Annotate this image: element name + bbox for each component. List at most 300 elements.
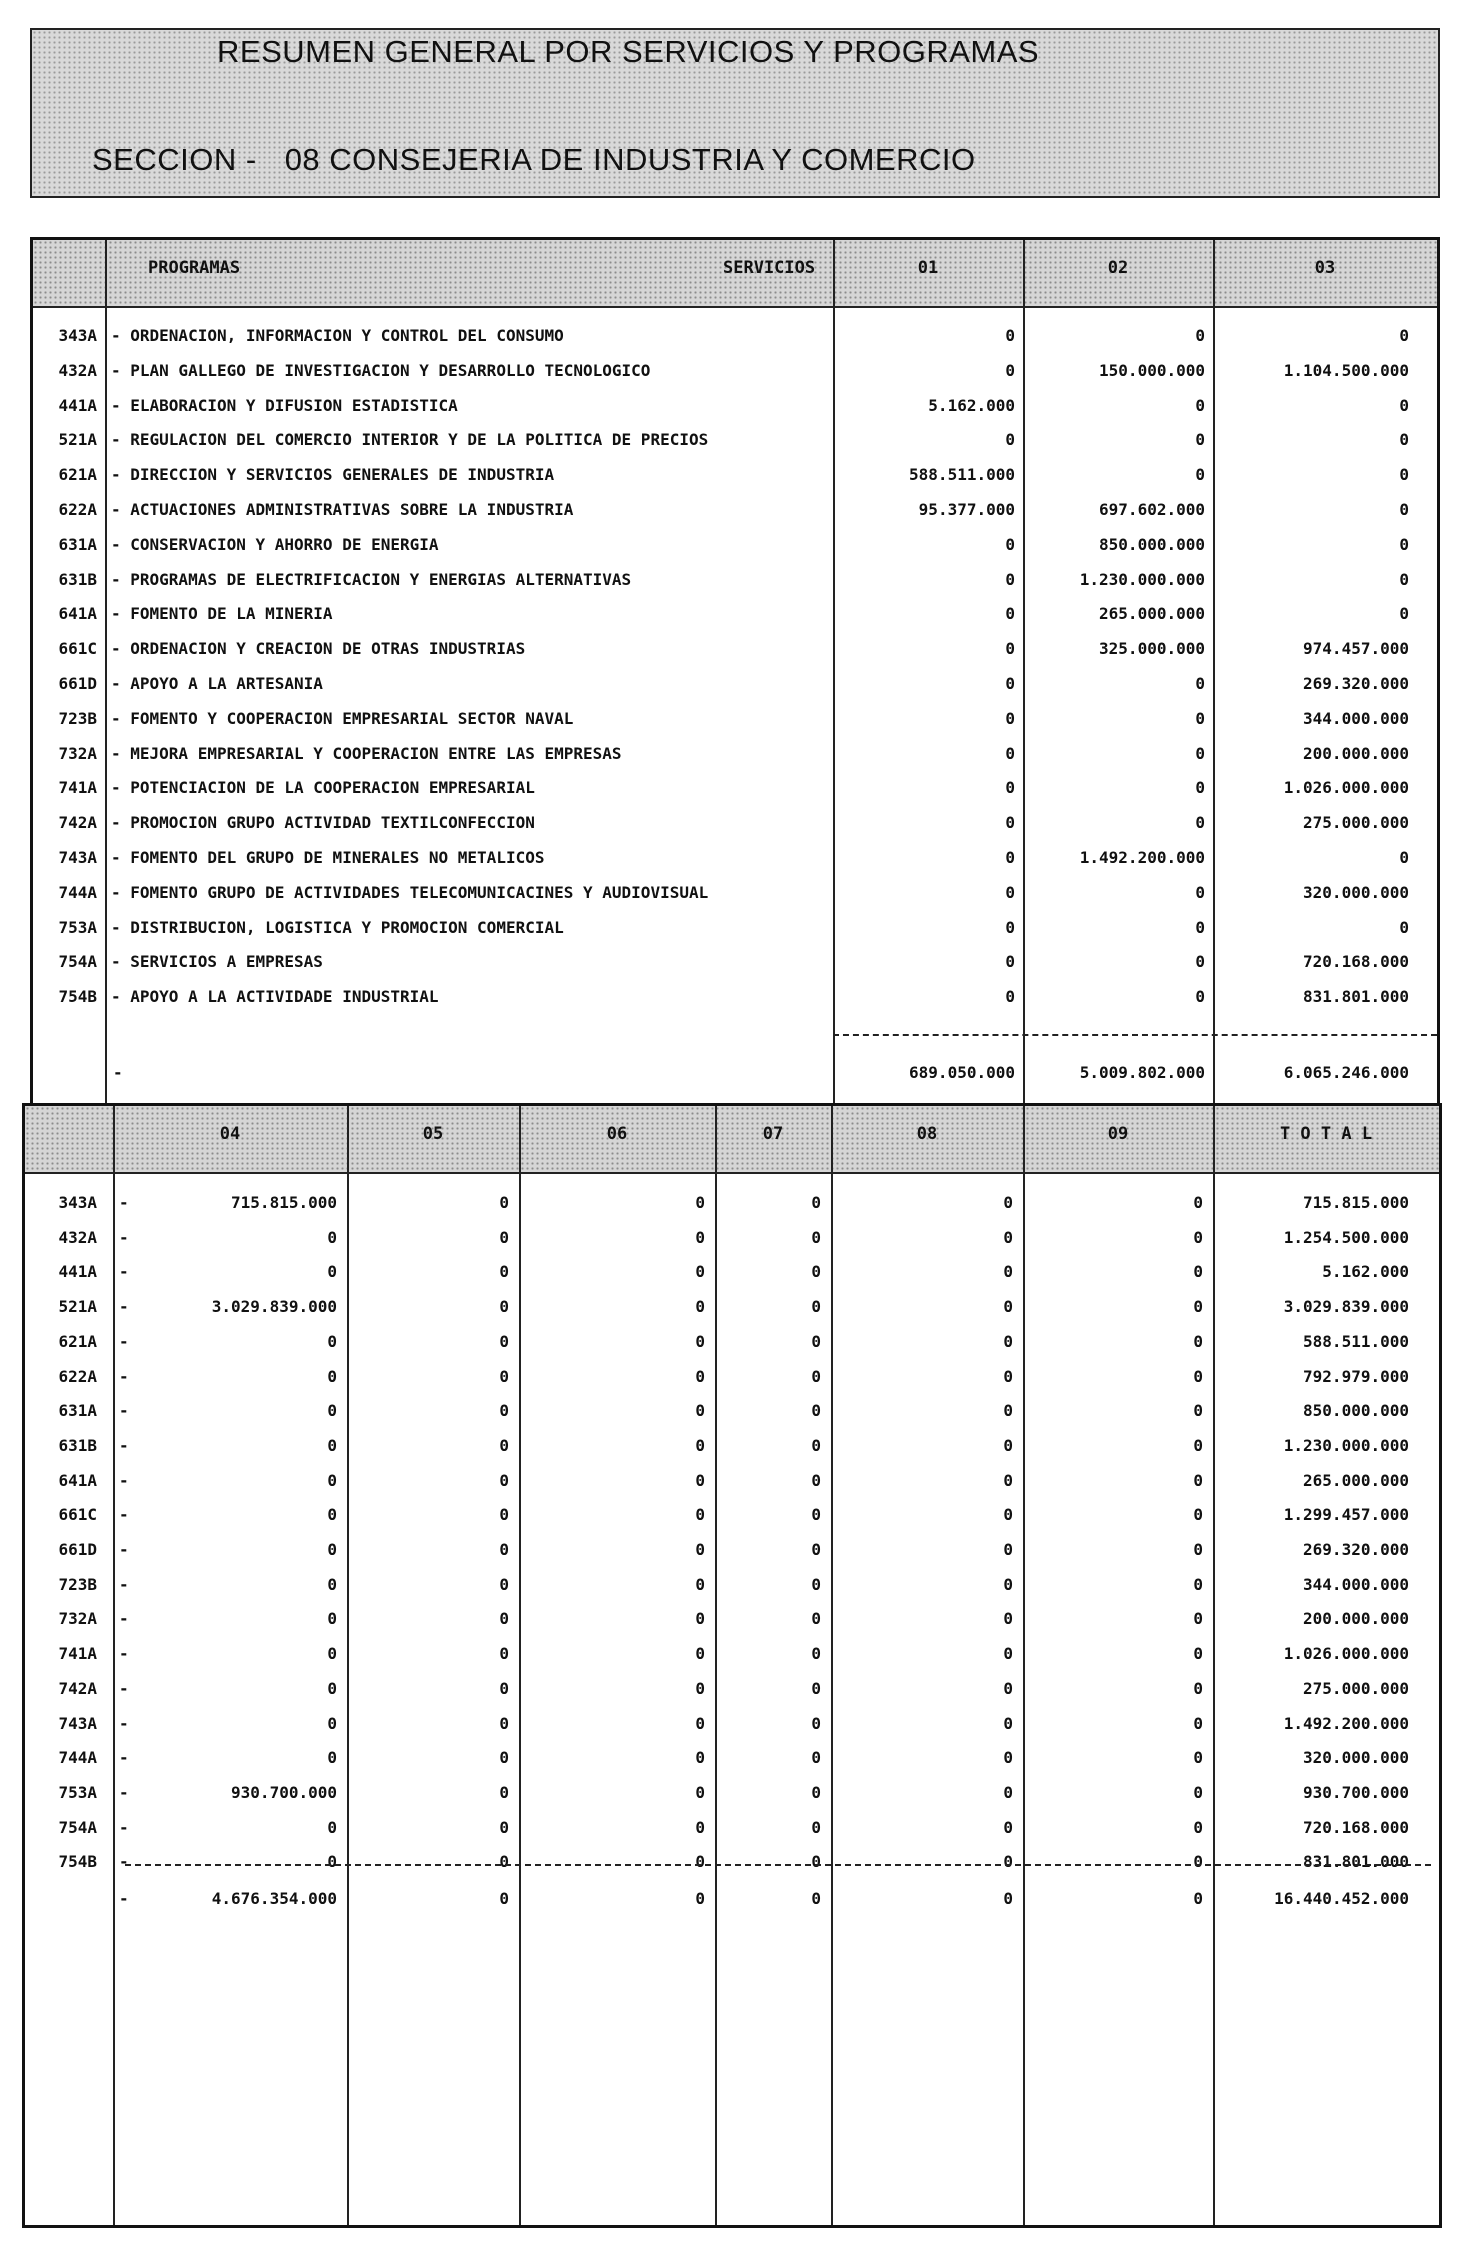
program-code: 754B	[58, 987, 97, 1007]
service-c08-value: 0	[1003, 1678, 1013, 1698]
service-02-value: 0	[1195, 395, 1205, 415]
program-description: - FOMENTO Y COOPERACION EMPRESARIAL SECTOR NAVAL	[111, 708, 574, 728]
service-c06-value: 0	[695, 1331, 705, 1351]
service-c09-value: 0	[1193, 1193, 1203, 1212]
service-total-value: 1.230.000.000	[1283, 1435, 1409, 1455]
program-code: 741A	[58, 778, 97, 798]
service-c08-value: 0	[1003, 1262, 1013, 1282]
service-c08-value: 0	[1003, 1540, 1013, 1559]
service-c05-value: 0	[499, 1852, 509, 1872]
service-c07-value: 0	[811, 1609, 821, 1629]
service-c06-value: 0	[695, 1609, 705, 1629]
service-01-value: 0	[1005, 987, 1015, 1007]
row-dash: -	[119, 1297, 129, 1317]
program-code: 441A	[58, 395, 97, 415]
service-02-value: 0	[1195, 430, 1205, 450]
program-code: 441A	[58, 1262, 97, 1282]
service-c06-value: 0	[695, 1366, 705, 1386]
service-c04-value: 0	[327, 1817, 337, 1837]
service-02-value: 0	[1195, 952, 1205, 972]
total-c09: 0	[1193, 1889, 1203, 1908]
program-code: 432A	[58, 1227, 97, 1247]
service-01-value: 0	[1005, 674, 1015, 693]
service-c07-value: 0	[811, 1748, 821, 1768]
service-02-value: 265.000.000	[1099, 604, 1205, 624]
service-c05-value: 0	[499, 1435, 509, 1455]
row-dash: -	[119, 1505, 129, 1525]
service-c04-value: 0	[327, 1262, 337, 1282]
program-code: 432A	[58, 360, 97, 380]
service-c05-value: 0	[499, 1644, 509, 1664]
program-code: 641A	[58, 1470, 97, 1490]
row-dash: -	[119, 1817, 129, 1837]
service-c07-value: 0	[811, 1297, 821, 1317]
column-header-01: 01	[917, 258, 939, 278]
service-c09-value: 0	[1193, 1227, 1203, 1247]
service-c06-value: 0	[695, 1262, 705, 1282]
service-total-value: 588.511.000	[1303, 1331, 1409, 1351]
service-c06-value: 0	[695, 1193, 705, 1212]
service-c09-value: 0	[1193, 1331, 1203, 1351]
column-header-09: 09	[1107, 1124, 1129, 1144]
column-header-04: 04	[219, 1124, 241, 1144]
service-02-value: 0	[1195, 778, 1205, 798]
service-02-value: 0	[1195, 882, 1205, 902]
service-total-value: 1.254.500.000	[1283, 1227, 1409, 1247]
program-code: 661D	[58, 1540, 97, 1559]
services-table-01-03	[30, 237, 1440, 1112]
service-c08-value: 0	[1003, 1817, 1013, 1837]
column-header-05: 05	[422, 1124, 444, 1144]
service-c05-value: 0	[499, 1366, 509, 1386]
service-c04-value: 0	[327, 1540, 337, 1559]
service-01-value: 0	[1005, 952, 1015, 972]
service-c08-value: 0	[1003, 1435, 1013, 1455]
service-03-value: 0	[1399, 430, 1409, 450]
program-description: - MEJORA EMPRESARIAL Y COOPERACION ENTRE LAS EMPRESAS	[111, 743, 622, 763]
program-code: 732A	[58, 1609, 97, 1629]
program-code: 621A	[58, 1331, 97, 1351]
service-01-value: 95.377.000	[918, 500, 1015, 519]
service-01-value: 0	[1005, 813, 1015, 833]
service-c09-value: 0	[1193, 1713, 1203, 1733]
service-01-value: 0	[1005, 743, 1015, 763]
service-c07-value: 0	[811, 1470, 821, 1490]
service-total-value: 320.000.000	[1303, 1748, 1409, 1768]
program-code: 621A	[58, 465, 97, 485]
row-dash: -	[119, 1435, 129, 1455]
section-line	[92, 142, 976, 178]
service-c05-value: 0	[499, 1227, 509, 1247]
program-description: - CONSERVACION Y AHORRO DE ENERGIA	[111, 534, 439, 554]
service-c06-value: 0	[695, 1678, 705, 1698]
total-c08: 0	[1003, 1889, 1013, 1908]
service-c05-value: 0	[499, 1713, 509, 1733]
program-code: 622A	[58, 1366, 97, 1386]
service-total-value: 720.168.000	[1303, 1817, 1409, 1837]
service-c07-value: 0	[811, 1782, 821, 1802]
service-c08-value: 0	[1003, 1193, 1013, 1212]
service-c09-value: 0	[1193, 1401, 1203, 1421]
column-header-servicios: SERVICIOS	[723, 258, 816, 278]
service-c06-value: 0	[695, 1713, 705, 1733]
program-code: 754A	[58, 952, 97, 972]
service-c04-value: 0	[327, 1713, 337, 1733]
service-c05-value: 0	[499, 1193, 509, 1212]
row-dash: -	[119, 1331, 129, 1351]
service-03-value: 0	[1399, 465, 1409, 485]
program-code: 741A	[58, 1644, 97, 1664]
service-c06-value: 0	[695, 1540, 705, 1559]
program-description: - PROMOCION GRUPO ACTIVIDAD TEXTILCONFECCION	[111, 813, 535, 833]
service-c09-value: 0	[1193, 1505, 1203, 1525]
service-03-value: 269.320.000	[1303, 674, 1409, 693]
service-c08-value: 0	[1003, 1644, 1013, 1664]
service-c06-value: 0	[695, 1401, 705, 1421]
service-c04-value: 0	[327, 1505, 337, 1525]
program-code: 631A	[58, 1401, 97, 1421]
row-dash: -	[119, 1262, 129, 1282]
program-description: - ORDENACION, INFORMACION Y CONTROL DEL CONSUMO	[111, 326, 564, 345]
service-total-value: 715.815.000	[1303, 1193, 1409, 1212]
service-c04-value: 0	[327, 1678, 337, 1698]
program-code: 743A	[58, 1713, 97, 1733]
service-total-value: 831.801.000	[1303, 1852, 1409, 1872]
row-dash: -	[119, 1366, 129, 1386]
column-header-programas: PROGRAMAS	[148, 258, 241, 278]
services-table-04-total	[22, 1103, 1442, 2228]
program-description: - DISTRIBUCION, LOGISTICA Y PROMOCION COMERCIAL	[111, 917, 564, 937]
column-header-02: 02	[1107, 258, 1129, 278]
column-rule	[105, 240, 107, 1112]
service-c04-value: 0	[327, 1644, 337, 1664]
service-03-value: 344.000.000	[1303, 708, 1409, 728]
service-01-value: 0	[1005, 430, 1015, 450]
total-total: 16.440.452.000	[1274, 1889, 1409, 1908]
service-c07-value: 0	[811, 1540, 821, 1559]
row-dash: -	[119, 1644, 129, 1664]
service-c05-value: 0	[499, 1262, 509, 1282]
program-code: 343A	[58, 1193, 97, 1212]
program-description: - ACTUACIONES ADMINISTRATIVAS SOBRE LA INDUSTRIA	[111, 500, 574, 519]
program-description: - REGULACION DEL COMERCIO INTERIOR Y DE LA POLITICA DE PRECIOS	[111, 430, 709, 450]
service-c04-value: 0	[327, 1366, 337, 1386]
service-03-value: 0	[1399, 326, 1409, 345]
service-03-value: 831.801.000	[1303, 987, 1409, 1007]
column-header-total: T O T A L	[1279, 1124, 1373, 1144]
total-c05: 0	[499, 1889, 509, 1908]
program-description: - SERVICIOS A EMPRESAS	[111, 952, 323, 972]
service-total-value: 269.320.000	[1303, 1540, 1409, 1559]
service-01-value: 5.162.000	[928, 395, 1015, 415]
section-name: 08 CONSEJERIA DE INDUSTRIA Y COMERCIO	[284, 142, 976, 177]
service-c08-value: 0	[1003, 1609, 1013, 1629]
service-03-value: 1.026.000.000	[1283, 778, 1409, 798]
service-c09-value: 0	[1193, 1852, 1203, 1872]
service-c04-value: 0	[327, 1609, 337, 1629]
program-code: 753A	[58, 917, 97, 937]
service-c04-value: 3.029.839.000	[211, 1297, 337, 1317]
service-c06-value: 0	[695, 1782, 705, 1802]
program-code: 521A	[58, 1297, 97, 1317]
service-02-value: 0	[1195, 917, 1205, 937]
service-total-value: 1.026.000.000	[1283, 1644, 1409, 1664]
service-total-value: 344.000.000	[1303, 1574, 1409, 1594]
subtotal-rule	[833, 1034, 1437, 1036]
service-total-value: 5.162.000	[1322, 1262, 1409, 1282]
program-code: 641A	[58, 604, 97, 624]
service-c06-value: 0	[695, 1852, 705, 1872]
service-c07-value: 0	[811, 1852, 821, 1872]
service-02-value: 0	[1195, 326, 1205, 345]
service-02-value: 150.000.000	[1099, 360, 1205, 380]
program-description: - APOYO A LA ACTIVIDADE INDUSTRIAL	[111, 987, 439, 1007]
service-c05-value: 0	[499, 1470, 509, 1490]
service-c07-value: 0	[811, 1713, 821, 1733]
service-02-value: 0	[1195, 708, 1205, 728]
service-c07-value: 0	[811, 1366, 821, 1386]
service-02-value: 697.602.000	[1099, 500, 1205, 519]
service-02-value: 1.230.000.000	[1079, 569, 1205, 589]
service-03-value: 0	[1399, 848, 1409, 867]
service-02-value: 1.492.200.000	[1079, 848, 1205, 867]
service-c08-value: 0	[1003, 1331, 1013, 1351]
program-code: 631A	[58, 534, 97, 554]
service-c09-value: 0	[1193, 1782, 1203, 1802]
service-c09-value: 0	[1193, 1817, 1203, 1837]
service-total-value: 3.029.839.000	[1283, 1297, 1409, 1317]
row-dash: -	[119, 1540, 129, 1559]
program-description: - FOMENTO DEL GRUPO DE MINERALES NO METALICOS	[111, 848, 545, 867]
service-03-value: 0	[1399, 569, 1409, 589]
program-description: - PROGRAMAS DE ELECTRIFICACION Y ENERGIAS ALTERNATIVAS	[111, 569, 632, 589]
program-code: 343A	[58, 326, 97, 345]
service-c07-value: 0	[811, 1262, 821, 1282]
service-c08-value: 0	[1003, 1505, 1013, 1525]
service-03-value: 320.000.000	[1303, 882, 1409, 902]
service-01-value: 0	[1005, 882, 1015, 902]
program-code: 754A	[58, 1817, 97, 1837]
service-c08-value: 0	[1003, 1574, 1013, 1594]
service-c04-value: 0	[327, 1331, 337, 1351]
service-c06-value: 0	[695, 1574, 705, 1594]
row-dash: -	[119, 1401, 129, 1421]
total-c04: 4.676.354.000	[211, 1889, 337, 1908]
service-c06-value: 0	[695, 1435, 705, 1455]
program-code: 723B	[58, 1574, 97, 1594]
section-label: SECCION -	[92, 142, 257, 177]
service-c05-value: 0	[499, 1678, 509, 1698]
total-c07: 0	[811, 1889, 821, 1908]
service-total-value: 275.000.000	[1303, 1678, 1409, 1698]
service-c08-value: 0	[1003, 1852, 1013, 1872]
program-description: - ORDENACION Y CREACION DE OTRAS INDUSTRIAS	[111, 639, 526, 659]
service-total-value: 850.000.000	[1303, 1401, 1409, 1421]
service-01-value: 0	[1005, 569, 1015, 589]
row-dash: -	[119, 1678, 129, 1698]
service-03-value: 974.457.000	[1303, 639, 1409, 659]
row-dash: -	[119, 1574, 129, 1594]
service-c07-value: 0	[811, 1401, 821, 1421]
service-c06-value: 0	[695, 1817, 705, 1837]
service-01-value: 0	[1005, 534, 1015, 554]
service-c05-value: 0	[499, 1505, 509, 1525]
total-02: 5.009.802.000	[1079, 1063, 1205, 1082]
service-c07-value: 0	[811, 1678, 821, 1698]
service-c07-value: 0	[811, 1817, 821, 1837]
program-description: - FOMENTO DE LA MINERIA	[111, 604, 333, 624]
row-dash: -	[119, 1782, 129, 1802]
service-c08-value: 0	[1003, 1401, 1013, 1421]
service-c09-value: 0	[1193, 1435, 1203, 1455]
service-c09-value: 0	[1193, 1540, 1203, 1559]
service-c05-value: 0	[499, 1748, 509, 1768]
report-title: RESUMEN GENERAL POR SERVICIOS Y PROGRAMAS	[217, 34, 1040, 69]
program-code: 622A	[58, 500, 97, 519]
program-code: 631B	[58, 1435, 97, 1455]
service-c07-value: 0	[811, 1435, 821, 1455]
service-c08-value: 0	[1003, 1782, 1013, 1802]
column-header-08: 08	[916, 1124, 938, 1144]
header-rule	[33, 306, 1437, 308]
total-dash: -	[113, 1063, 123, 1082]
service-c06-value: 0	[695, 1227, 705, 1247]
service-total-value: 792.979.000	[1303, 1366, 1409, 1386]
service-c09-value: 0	[1193, 1470, 1203, 1490]
service-total-value: 1.299.457.000	[1283, 1505, 1409, 1525]
total-dash: -	[119, 1889, 129, 1908]
service-c07-value: 0	[811, 1193, 821, 1212]
service-c05-value: 0	[499, 1782, 509, 1802]
row-dash: -	[119, 1193, 129, 1212]
header-rule	[25, 1172, 1439, 1174]
program-code: 754B	[58, 1852, 97, 1872]
service-c05-value: 0	[499, 1540, 509, 1559]
service-01-value: 0	[1005, 917, 1015, 937]
row-dash: -	[119, 1748, 129, 1768]
service-c06-value: 0	[695, 1297, 705, 1317]
service-01-value: 0	[1005, 848, 1015, 867]
service-02-value: 0	[1195, 743, 1205, 763]
service-03-value: 0	[1399, 917, 1409, 937]
service-c06-value: 0	[695, 1470, 705, 1490]
service-c07-value: 0	[811, 1505, 821, 1525]
service-c08-value: 0	[1003, 1227, 1013, 1247]
program-code: 744A	[58, 882, 97, 902]
program-code: 631B	[58, 569, 97, 589]
service-03-value: 0	[1399, 395, 1409, 415]
service-03-value: 0	[1399, 500, 1409, 519]
program-description: - POTENCIACION DE LA COOPERACION EMPRESARIAL	[111, 778, 535, 798]
service-c04-value: 0	[327, 1748, 337, 1768]
service-c04-value: 0	[327, 1401, 337, 1421]
row-dash: -	[119, 1852, 129, 1872]
program-code: 661C	[58, 639, 97, 659]
service-c04-value: 0	[327, 1574, 337, 1594]
column-header-06: 06	[606, 1124, 628, 1144]
program-code: 661C	[58, 1505, 97, 1525]
service-01-value: 0	[1005, 778, 1015, 798]
service-01-value: 0	[1005, 360, 1015, 380]
row-dash: -	[119, 1609, 129, 1629]
row-dash: -	[119, 1470, 129, 1490]
service-c06-value: 0	[695, 1505, 705, 1525]
service-c08-value: 0	[1003, 1713, 1013, 1733]
program-description: - APOYO A LA ARTESANIA	[111, 674, 323, 693]
program-code: 744A	[58, 1748, 97, 1768]
total-03: 6.065.246.000	[1283, 1063, 1409, 1082]
service-01-value: 0	[1005, 326, 1015, 345]
service-total-value: 265.000.000	[1303, 1470, 1409, 1490]
service-c07-value: 0	[811, 1644, 821, 1664]
service-03-value: 1.104.500.000	[1283, 360, 1409, 380]
program-description: - DIRECCION Y SERVICIOS GENERALES DE INDUSTRIA	[111, 465, 555, 485]
program-description: - PLAN GALLEGO DE INVESTIGACION Y DESARROLLO TECNOLOGICO	[111, 360, 651, 380]
service-c09-value: 0	[1193, 1678, 1203, 1698]
service-01-value: 0	[1005, 639, 1015, 659]
service-total-value: 1.492.200.000	[1283, 1713, 1409, 1733]
service-c05-value: 0	[499, 1297, 509, 1317]
service-03-value: 0	[1399, 604, 1409, 624]
program-code: 732A	[58, 743, 97, 763]
service-02-value: 0	[1195, 987, 1205, 1007]
service-total-value: 200.000.000	[1303, 1609, 1409, 1629]
program-description: - ELABORACION Y DIFUSION ESTADISTICA	[111, 395, 458, 415]
service-c04-value: 0	[327, 1852, 337, 1872]
service-c05-value: 0	[499, 1574, 509, 1594]
service-c04-value: 0	[327, 1435, 337, 1455]
service-c06-value: 0	[695, 1644, 705, 1664]
service-02-value: 0	[1195, 465, 1205, 485]
service-c04-value: 0	[327, 1470, 337, 1490]
program-code: 723B	[58, 708, 97, 728]
service-01-value: 588.511.000	[909, 465, 1015, 485]
service-c05-value: 0	[499, 1609, 509, 1629]
service-c09-value: 0	[1193, 1609, 1203, 1629]
service-03-value: 200.000.000	[1303, 743, 1409, 763]
column-header-07: 07	[762, 1124, 784, 1144]
service-c08-value: 0	[1003, 1366, 1013, 1386]
service-02-value: 325.000.000	[1099, 639, 1205, 659]
program-code: 661D	[58, 674, 97, 693]
service-c04-value: 715.815.000	[231, 1193, 337, 1212]
service-03-value: 275.000.000	[1303, 813, 1409, 833]
service-02-value: 0	[1195, 813, 1205, 833]
service-c08-value: 0	[1003, 1297, 1013, 1317]
program-code: 742A	[58, 1678, 97, 1698]
service-c06-value: 0	[695, 1748, 705, 1768]
service-c04-value: 930.700.000	[231, 1782, 337, 1802]
program-description: - FOMENTO GRUPO DE ACTIVIDADES TELECOMUNICACINES Y AUDIOVISUAL	[111, 882, 709, 902]
total-01: 689.050.000	[909, 1063, 1015, 1082]
total-c06: 0	[695, 1889, 705, 1908]
program-code: 753A	[58, 1782, 97, 1802]
service-c09-value: 0	[1193, 1644, 1203, 1664]
service-c07-value: 0	[811, 1227, 821, 1247]
row-dash: -	[119, 1713, 129, 1733]
service-c09-value: 0	[1193, 1574, 1203, 1594]
report-header	[30, 28, 1440, 198]
service-c07-value: 0	[811, 1331, 821, 1351]
program-code: 521A	[58, 430, 97, 450]
service-c05-value: 0	[499, 1401, 509, 1421]
service-c09-value: 0	[1193, 1262, 1203, 1282]
service-01-value: 0	[1005, 708, 1015, 728]
column-header-03: 03	[1314, 258, 1336, 278]
service-c07-value: 0	[811, 1574, 821, 1594]
program-code: 742A	[58, 813, 97, 833]
service-c09-value: 0	[1193, 1366, 1203, 1386]
